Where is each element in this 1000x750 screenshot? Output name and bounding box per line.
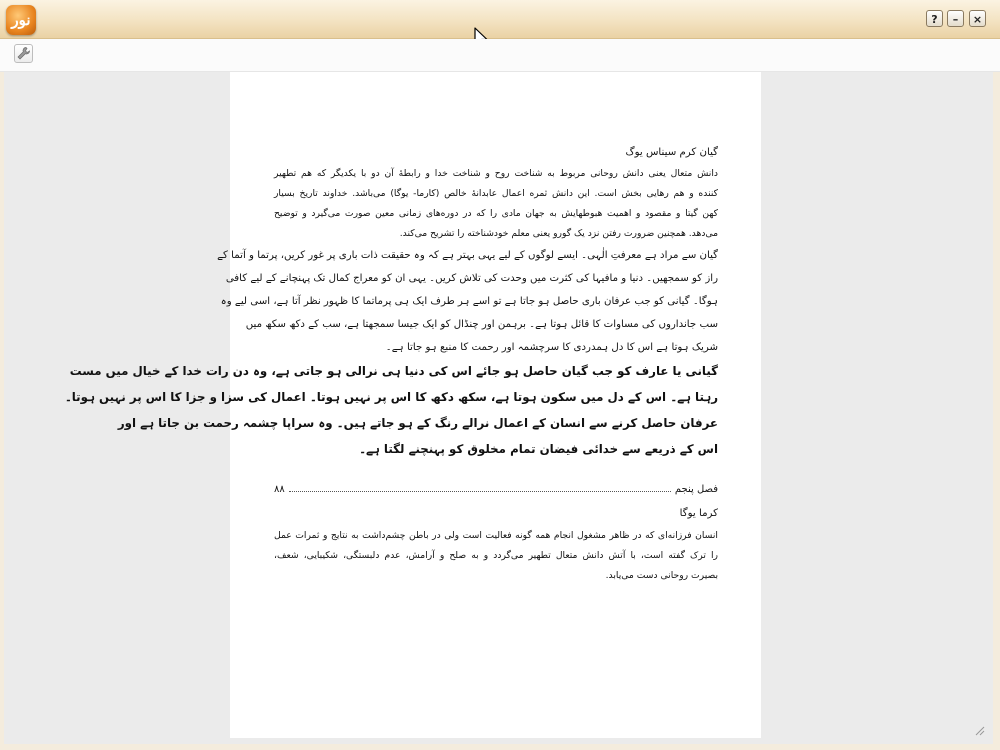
persian-line: دانش متعال یعنی دانش روحانی مربوط به شناخت روح و شناخت خدا و رابطهٔ آن دو با یکدیگر که هم تطهیر (274, 168, 718, 179)
urdu-line: شریک ہوتا ہے اس کا دل ہمدردی کا سرچشمہ اور رحمت کا منبع ہو جاتا ہے۔ (385, 342, 718, 353)
urdu-bold-line: عرفان حاصل کرنے سے انسان کے اعمال نرالے رنگ کے ہو جاتے ہیں۔ وہ سراپا چشمہ رحمت بن جاتا ہے اور (117, 416, 718, 430)
persian-line: می‌دهد. همچنین ضرورت رفتن نزد یک گورو یعنی معلم خودشناخته را تشریح می‌کند. (399, 228, 718, 239)
title-bar[interactable] (0, 0, 1000, 39)
section-heading: گیان کرم سیناس یوگ (625, 147, 718, 158)
persian-line: کهن گیتا و مقصود و اهمیت هبوطهایش به جهان مادی را که در دوره‌های زمانی معین صورت می‌گیرد و توضیح (274, 208, 718, 219)
urdu-bold-line: اس کے ذریعے سے خدائی فیضان تمام مخلوق کو پہنچنے لگتا ہے۔ (359, 442, 718, 456)
help-button[interactable]: ? (926, 10, 943, 27)
subheading: کرما یوگا (679, 508, 718, 519)
persian-line: کننده و هم رهایی بخش است. این دانش ثمره اعمال عابدانهٔ خالص (کارما- یوگا) می‌باشد. خداوند تاریخ بسیار (274, 188, 718, 199)
close-button[interactable]: × (969, 10, 986, 27)
document-viewer[interactable] (4, 72, 993, 744)
persian-line: انسان فرزانه‌ای که در ظاهر مشغول انجام همه گونه فعالیت است ولی در باطن چشم‌داشت به نتایج و ثمرات عمل (274, 530, 718, 541)
minimize-button[interactable]: – (947, 10, 964, 27)
urdu-line: گیان سے مراد ہے معرفتِ الٰہی۔ ایسے لوگوں کے لیے یہی بہتر ہے کہ وہ حقیقت ذات باری پر غور کریں، پرتما و آتما کے (217, 250, 718, 261)
persian-line: بصیرت روحانی دست می‌یابد. (605, 570, 718, 581)
app-logo[interactable]: نور (6, 5, 36, 35)
urdu-line: سب جانداروں کی مساوات کا قائل ہوتا ہے۔ برہمن اور چنڈال کو ایک جیسا سمجھتا ہے، سب کے دکھ سکھ میں (245, 319, 718, 330)
tools-button[interactable] (14, 44, 33, 63)
urdu-line: راز کو سمجھیں۔ دنیا و مافیہا کی کثرت میں وحدت کی تلاش کریں۔ یہی ان کو معراج کمال تک پہنچانے کے لیے کافی (225, 273, 718, 284)
urdu-bold-line: گیانی یا عارف کو جب گیان حاصل ہو جائے اس کی دنیا ہی نرالی ہو جاتی ہے، وہ دن رات خدا کے خیال میں مست (69, 364, 718, 378)
document-page (64, 72, 761, 738)
toolbar (0, 39, 1000, 72)
toc-page-number: ۸۸ (274, 484, 285, 495)
urdu-bold-line: رہتا ہے۔ اس کے دل میں سکون ہوتا ہے، سکھ دکھ کا اس پر نہیں ہوتا۔ اعمال کی سزا و جزا کا اس پر نہیں ہوتا۔ (64, 390, 718, 404)
toc-leader-dots (289, 491, 671, 492)
toc-entry[interactable] (274, 484, 718, 495)
wrench-icon (15, 45, 32, 62)
resize-grip-icon[interactable] (975, 726, 985, 736)
persian-line: را ترک گفته است، با آتش دانش متعال تطهیر می‌گردد و به صلح و آرامش، عدم دلبستگی، شکیبایی، شعف، (274, 550, 718, 561)
urdu-line: ہوگا۔ گیانی کو جب عرفان باری حاصل ہو جاتا ہے تو اسے ہر طرف ایک ہی پرماتما کا ظہور نظر آتا ہے، اسی لیے وہ (220, 296, 718, 307)
toc-title: فصل پنجم (674, 484, 718, 495)
